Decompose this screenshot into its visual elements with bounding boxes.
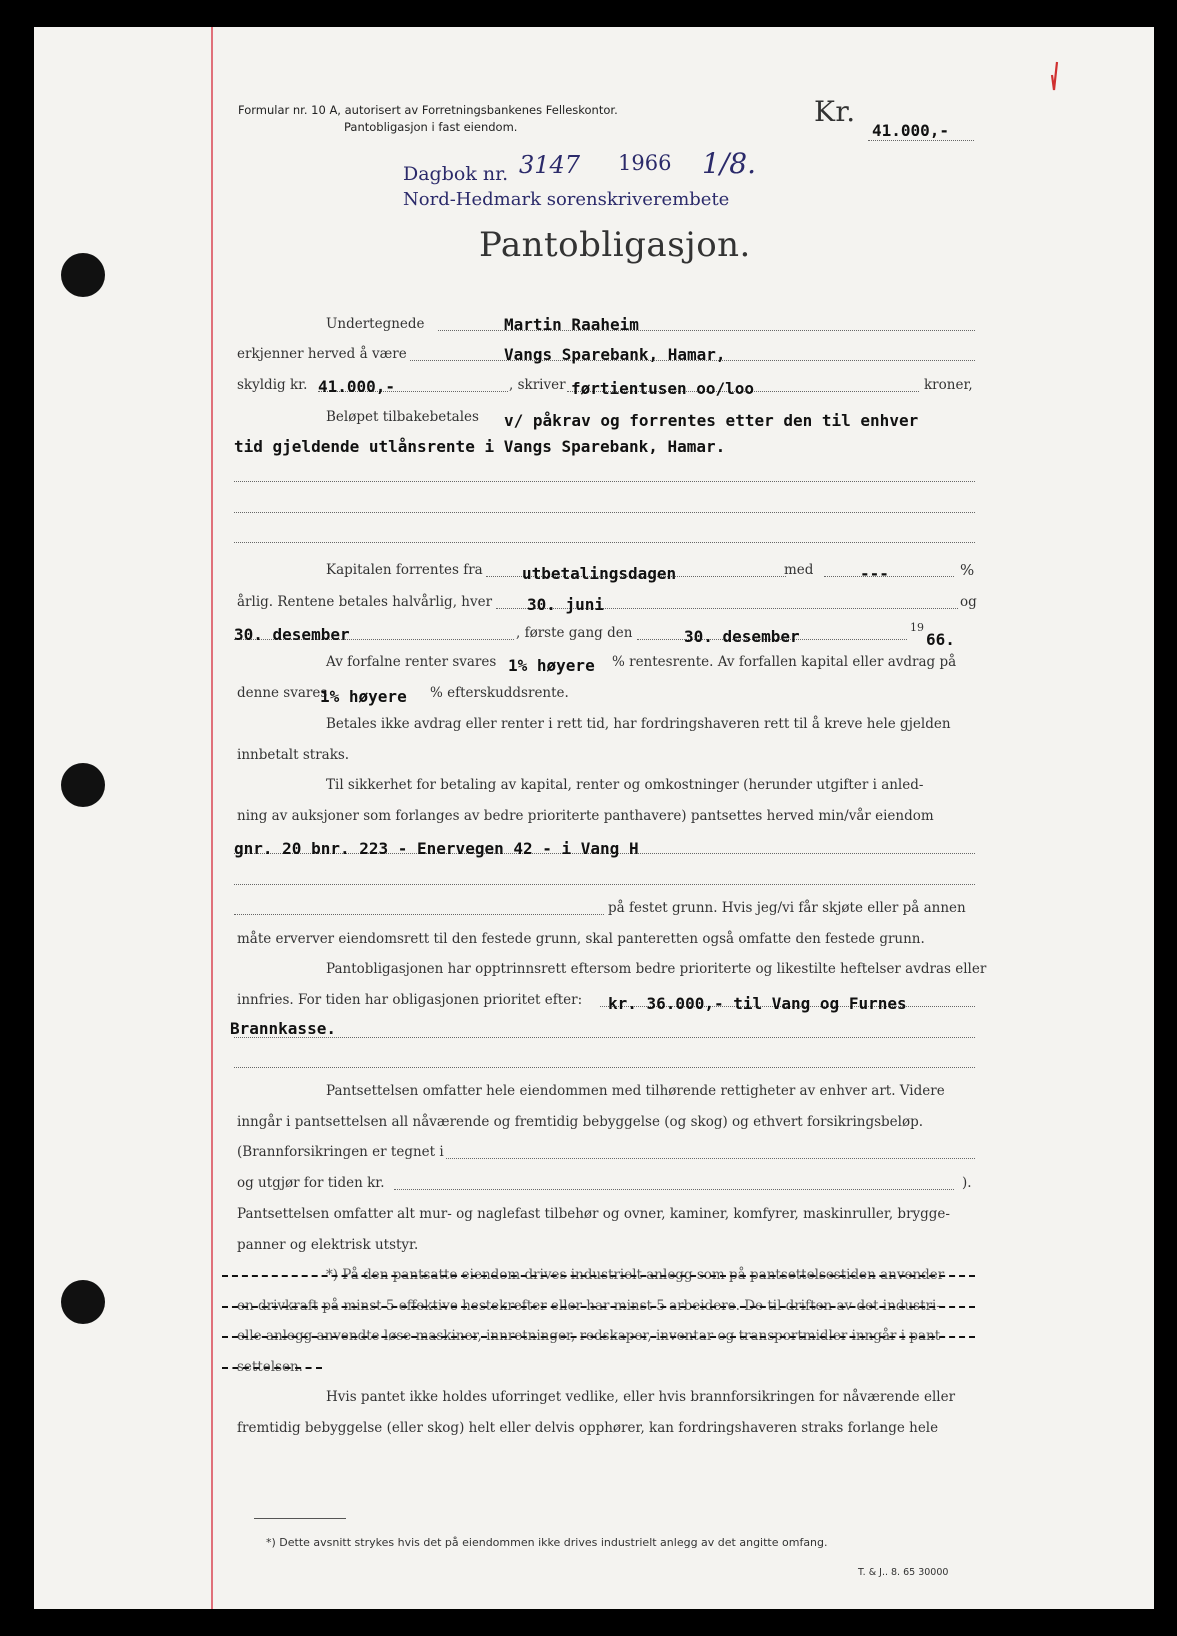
office-name: Nord-Hedmark sorenskriverembete [403, 189, 730, 210]
arlig-label: årlig. Rentene betales halvårlig, hver [237, 594, 493, 610]
year-suffix: 66. [926, 630, 955, 649]
dagbok-number: 3147 [519, 151, 581, 179]
struck-line-4: settelsen. [237, 1359, 303, 1375]
amount-digits: 41.000,- [318, 377, 396, 396]
document-page [34, 27, 1154, 1609]
mur-line-2: panner og elektrisk utstyr. [237, 1237, 419, 1253]
percent-sign: % [960, 561, 975, 579]
skyldig-label: skyldig kr. [237, 377, 308, 393]
kr-amount: 41.000,- [872, 121, 950, 140]
default-interest: 1% høyere [320, 687, 407, 706]
hvis-line-2: fremtidig bebyggelse (eller skog) helt eller delvis opphører, kan fordringshaveren straks forlange hele [237, 1420, 939, 1436]
kapital-label: Kapitalen forrentes fra [326, 562, 483, 578]
property-id: gnr. 20 bnr. 223 - Enervegen 42 - i Vang H [234, 839, 639, 858]
efterskudd-label: % efterskuddsrente. [430, 685, 569, 701]
kroner-label: kroner, [924, 377, 973, 393]
struck-line-1: *) På den pantsatte eiendom drives industrielt anlegg som på pantsettelsestiden anvender [326, 1267, 945, 1283]
kr-label: Kr. [814, 95, 856, 128]
struck-line-3: elle anlegg anvendte løse maskiner, innretninger, redskaper, inventar og transportmidler inngår i pant- [237, 1328, 945, 1344]
check-mark-icon [1050, 61, 1060, 91]
denne-label: denne svares [237, 685, 328, 701]
debtor-name: Martin Raaheim [504, 315, 639, 334]
struck-line-2: en drivkraft på minst 5 effektive hestekrefter eller har minst 5 arbeidere. De til driften av det industri- [237, 1298, 941, 1314]
margin-line [211, 27, 213, 1609]
dagbok-year: 1966 [618, 151, 672, 175]
interest-rate: --- [860, 564, 889, 583]
sikkerhet-line-2: ning av auksjoner som forlanges av bedre prioriterte panthavere) pantsettes herved min/vår eiendom [237, 808, 934, 824]
document-title: Pantobligasjon. [479, 225, 751, 265]
repayment-terms-cont: tid gjeldende utlånsrente i Vangs Sparebank, Hamar. [234, 437, 726, 456]
year-prefix: 19 [910, 621, 924, 634]
footnote: *) Dette avsnitt strykes hvis det på eiendommen ikke drives industrielt anlegg av det angitte omfang. [266, 1536, 828, 1549]
belop-label: Beløpet tilbakebetales [326, 409, 479, 425]
utgjor-end: ). [962, 1175, 972, 1191]
creditor-name: Vangs Sparebank, Hamar, [504, 345, 726, 364]
printer-mark: T. & J.. 8. 65 30000 [858, 1567, 949, 1578]
omfatter-line-1: Pantsettelsen omfatter hele eiendommen med tilhørende rettigheter av enhver art. Videre [326, 1083, 945, 1099]
betales-line-1: Betales ikke avdrag eller renter i rett tid, har fordringshaveren rett til å kreve hele gjelden [326, 716, 951, 732]
form-line-1: Formular nr. 10 A, autorisert av Forretningsbankenes Felleskontor. [238, 103, 618, 117]
sikkerhet-line-1: Til sikkerhet for betaling av kapital, renter og omkostninger (herunder utgifter i anled- [326, 777, 924, 793]
betales-line-2: innbetalt straks. [237, 747, 350, 763]
footnote-separator [254, 1518, 346, 1519]
opptrinn-line: Pantobligasjonen har opptrinnsrett eftersom bedre prioriterte og likestilte heftelser avdras eller [326, 961, 987, 977]
forste-label: , første gang den [516, 625, 633, 641]
rentesrente-label: % rentesrente. Av forfallen kapital eller avdrag på [612, 654, 957, 670]
interest-from: utbetalingsdagen [522, 564, 677, 583]
repayment-terms: v/ påkrav og forrentes etter den til enhver [504, 411, 919, 430]
punch-hole [61, 763, 105, 807]
dagbok-date: 1/8. [702, 147, 756, 180]
prior-lien: kr. 36.000,- til Vang og Furnes [608, 994, 907, 1013]
utgjor-label: og utgjør for tiden kr. [237, 1175, 385, 1191]
og-label: og [960, 594, 977, 610]
late-interest: 1% høyere [508, 656, 595, 675]
hvis-line-1: Hvis pantet ikke holdes uforringet vedlike, eller hvis brannforsikringen for nåværende eller [326, 1389, 956, 1405]
payment-date-1: 30. juni [527, 595, 605, 614]
erkjenner-label: erkjenner herved å være [237, 346, 407, 362]
punch-hole [61, 1280, 105, 1324]
payment-date-2: 30. desember [234, 625, 350, 644]
mate-line: måte erverver eiendomsrett til den festede grunn, skal panteretten også omfatte den festede grunn. [237, 931, 925, 947]
skriver-label: , skriver [509, 377, 566, 393]
med-label: med [784, 562, 814, 578]
prior-lien-cont: Brannkasse. [230, 1019, 336, 1038]
forfalne-label: Av forfalne renter svares [326, 654, 497, 670]
innfries-label: innfries. For tiden har obligasjonen prioritet efter: [237, 992, 583, 1008]
form-line-2: Pantobligasjon i fast eiendom. [344, 120, 518, 134]
mur-line-1: Pantsettelsen omfatter alt mur- og naglefast tilbehør og ovner, kaminer, komfyrer, maskinruller, brygge- [237, 1206, 950, 1222]
first-payment-date: 30. desember [684, 627, 800, 646]
punch-hole [61, 253, 105, 297]
festet-line: på festet grunn. Hvis jeg/vi får skjøte eller på annen [608, 900, 966, 916]
omfatter-line-2: inngår i pantsettelsen all nåværende og fremtidig bebyggelse (og skog) og ethvert forsikringsbeløp. [237, 1114, 924, 1130]
undertegnede-label: Undertegnede [326, 316, 425, 332]
dagbok-label: Dagbok nr. [403, 163, 509, 185]
brann-label: (Brannforsikringen er tegnet i [237, 1144, 444, 1160]
amount-words: førtientusen oo/loo [571, 379, 755, 398]
